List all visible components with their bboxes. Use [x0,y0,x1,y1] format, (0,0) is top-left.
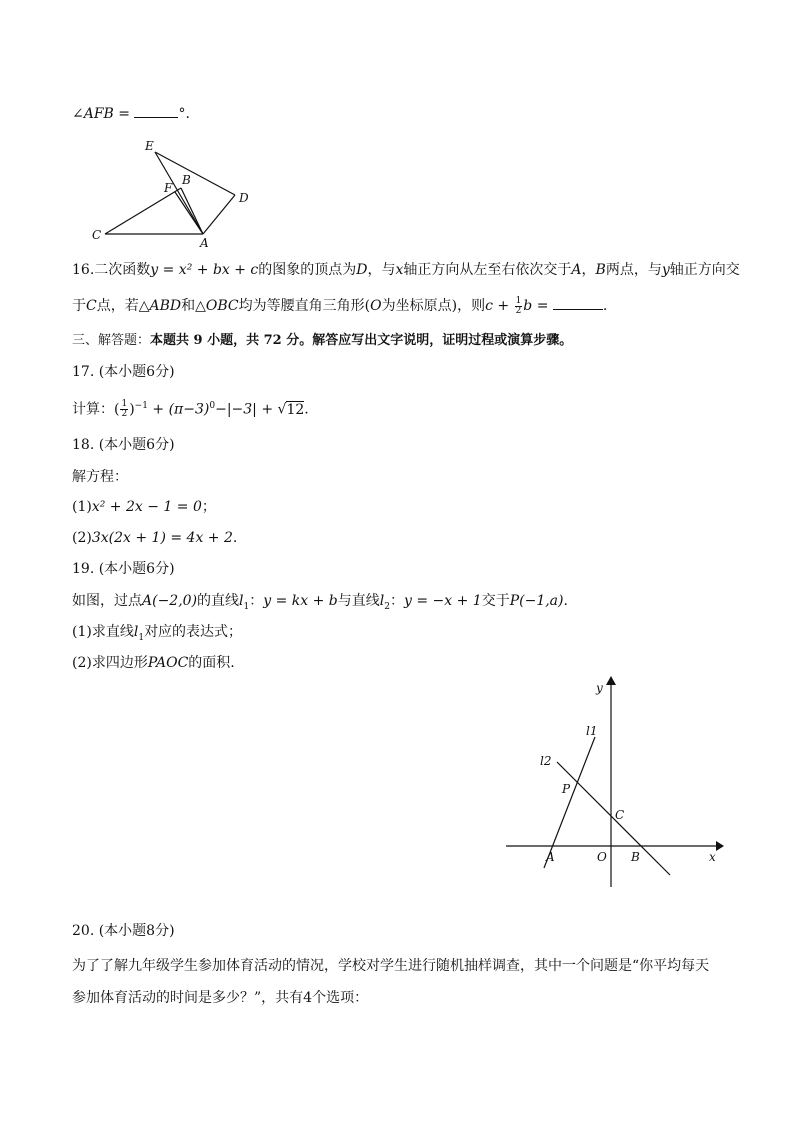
q19-text: (2)求四边形 [72,655,148,671]
q18-eq1 [72,497,216,517]
q19-title: 19. (本小题6分) [72,561,175,577]
equation-l2: y = −x + 1 [403,593,482,609]
q19-text: 交于 [481,593,510,609]
radicand: 12 [286,401,305,418]
q16-text: 点，若△ [96,298,150,314]
degree-suffix: °. [178,106,190,122]
label-C: C [92,228,102,242]
answer-blank [553,297,603,310]
y-axis-var: y [661,262,670,278]
y-axis-arrow [606,676,616,685]
q19-text: 与直线 [337,593,380,609]
eq-end: . [232,530,238,546]
q18-eq2 [72,528,237,548]
label-F: F [164,181,173,195]
section3-header [72,331,572,351]
quadrilateral-PAOC: PAOC [147,655,189,671]
equation-1: x² + 2x − 1 = 0 [91,499,202,515]
q16-end: . [602,298,608,314]
segment-DA [203,195,235,234]
q19-text: ： [389,593,404,609]
expr-c: c + [485,298,510,314]
line-l1 [544,737,595,868]
expr-b: b = [523,298,549,314]
q16-text: 于 [72,298,86,314]
q16-text: ，与 [367,262,396,278]
q19-text: (1)求直线 [72,624,134,640]
label-C: C [615,808,625,822]
angle-label: ∠AFB = [72,106,131,122]
answer-blank [134,105,178,118]
frac-den: 2 [515,305,522,316]
line-l2: l [379,593,385,609]
q19-text: 如图，过点 [72,593,142,609]
q16-text: ， [581,262,596,278]
q16-text: 均为等腰直角三角形( [238,298,371,314]
q20-line1: 为了了解九年级学生参加体育活动的情况，学校对学生进行随机抽样调查，其中一个问题是“你平均每天 [72,958,710,974]
q19-text: 的面积. [188,655,235,671]
point-P-coord: P(−1,a) [509,593,564,609]
q19-statement [72,591,568,617]
label-y: y [596,681,603,695]
q16-text: 两点，与 [605,262,662,278]
label-l2: l2 [540,754,552,768]
q17-expression [72,396,309,420]
label-O: O [597,850,607,864]
figure-q15 [85,138,265,253]
x-axis-var: x [395,262,404,278]
label-B: B [182,173,191,187]
fraction-half [120,400,128,419]
q16-line2 [72,296,607,316]
q18-title: 18. (本小题6分) [72,437,175,453]
section3-instructions: 本题共 9 小题，共 72 分。解答应写出文字说明，证明过程或演算步骤。 [150,333,573,348]
line-l1: l [239,593,244,609]
frac-num: 1 [515,295,522,306]
figure-q19 [500,675,730,890]
q16-text: 为坐标原点)，则 [381,298,486,314]
q17-title: 17. (本小题6分) [72,364,175,380]
subscript: 1 [243,601,250,612]
paren: ( [114,401,120,418]
paren: ) [129,401,135,418]
fraction-half [515,297,523,316]
section3-title: 三、解答题： [72,333,151,348]
line-l2 [557,762,670,875]
eq-label: (1) [72,499,92,515]
eq-end: ； [201,499,216,515]
label-P: P [562,782,571,796]
point-C: C [86,298,97,314]
point-A-coord: A(−2,0) [142,593,198,609]
exponent: −1 [134,401,148,411]
subscript: 1 [138,632,145,643]
line-l1: l [133,624,139,640]
q19-sub1 [72,622,242,648]
subscript: 2 [384,601,390,612]
q17-term: + (π−3) [147,401,210,418]
point-B: B [595,262,606,278]
label-E: E [145,139,154,153]
label-l1: l1 [586,724,598,738]
frac-num: 1 [121,399,128,410]
triangle-ABD: ABD [149,298,182,314]
x-axis-arrow [716,841,724,851]
point-A: A [571,262,582,278]
exponent: 0 [209,401,216,411]
point-O: O [370,298,382,314]
q19-sub2 [72,653,235,673]
label-D: D [239,191,249,205]
q16-text: 轴正方向交 [669,262,740,278]
q17-prefix: 计算： [72,401,114,418]
q16-line1 [72,260,740,280]
equation-l1: y = kx + b [263,593,338,609]
q16-text: 轴正方向从左至右依次交于 [403,262,572,278]
label-B: B [631,850,640,864]
q19-text: 对应的表达式； [144,624,243,640]
q16-text: 二次函数 [94,262,151,278]
triangle-OBC: OBC [205,298,239,314]
prev-question-answer-line [72,104,190,124]
q19-text: ： [249,593,264,609]
q16-function: y = x² + bx + c [150,262,259,278]
label-A: A [200,236,209,250]
point-D: D [356,262,368,278]
q17-end: . [304,401,309,418]
eq-label: (2) [72,530,92,546]
label-A: A [546,850,555,864]
segment-FA [175,192,203,234]
q19-text: . [563,593,568,609]
q20-line2: 参加体育活动的时间是多少？”，共有4个选项： [72,990,369,1006]
q16-text: 的图象的顶点为 [258,262,357,278]
q17-term: −|−3| + √ [215,401,287,418]
q18-prompt: 解方程： [72,469,128,485]
label-x: x [709,850,716,864]
q16-number: 16. [72,262,95,278]
frac-den: 2 [121,409,128,420]
q16-text: 和△ [181,298,206,314]
q19-text: 的直线 [197,593,240,609]
equation-2: 3x(2x + 1) = 4x + 2 [91,530,233,546]
q20-title: 20. (本小题8分) [72,923,175,939]
segment-BA [181,188,203,234]
